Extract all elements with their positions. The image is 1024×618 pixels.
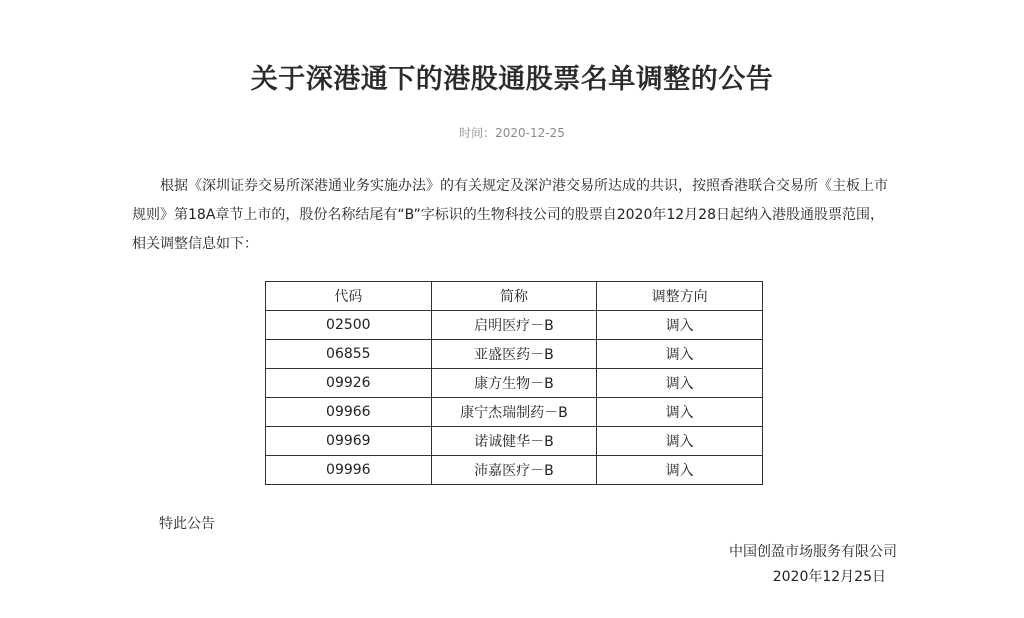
table-header-row <box>266 282 763 311</box>
cell-direction: 调入 <box>597 311 763 340</box>
cell-short-name: 康宁杰瑞制药－B <box>431 398 597 427</box>
cell-short-name: 康方生物－B <box>431 369 597 398</box>
cell-code: 02500 <box>266 311 432 340</box>
table-row <box>266 456 763 485</box>
issuer-name: 中国创盈市场服务有限公司 <box>729 544 897 560</box>
cell-direction: 调入 <box>597 340 763 369</box>
cell-short-name: 沛嘉医疗－B <box>431 456 597 485</box>
announcement-title: 关于深港通下的港股通股票名单调整的公告 <box>250 64 774 95</box>
cell-code: 09926 <box>266 369 432 398</box>
table-row <box>266 427 763 456</box>
table-row <box>266 369 763 398</box>
stock-adjustment-table <box>265 281 763 485</box>
table-row <box>266 398 763 427</box>
table-row <box>266 311 763 340</box>
cell-direction: 调入 <box>597 369 763 398</box>
cell-code: 09996 <box>266 456 432 485</box>
cell-code: 09966 <box>266 398 432 427</box>
announcement-body: 根据《深圳证券交易所深港通业务实施办法》的有关规定及深沪港交易所达成的共识，按照香港联合交易所《主板上市规则》第18A章节上市的，股份名称结尾有“B”字标识的生物科技公司的股票自2020年12月28日起纳入港股通股票范围，相关调整信息如下： <box>132 178 888 252</box>
cell-short-name: 亚盛医药－B <box>431 340 597 369</box>
closing-statement: 特此公告 <box>159 516 215 532</box>
cell-short-name: 启明医疗－B <box>431 311 597 340</box>
cell-direction: 调入 <box>597 456 763 485</box>
cell-direction: 调入 <box>597 427 763 456</box>
publish-time <box>0 124 1024 142</box>
cell-direction: 调入 <box>597 398 763 427</box>
cell-code: 06855 <box>266 340 432 369</box>
cell-code: 09969 <box>266 427 432 456</box>
header-short-name: 简称 <box>431 282 597 311</box>
table-row <box>266 340 763 369</box>
cell-short-name: 诺诚健华－B <box>431 427 597 456</box>
issue-date: 2020年12月25日 <box>772 569 886 585</box>
publish-time-value: 2020-12-25 <box>495 126 565 140</box>
publish-time-label: 时间： <box>459 126 496 140</box>
header-direction: 调整方向 <box>597 282 763 311</box>
header-code: 代码 <box>266 282 432 311</box>
